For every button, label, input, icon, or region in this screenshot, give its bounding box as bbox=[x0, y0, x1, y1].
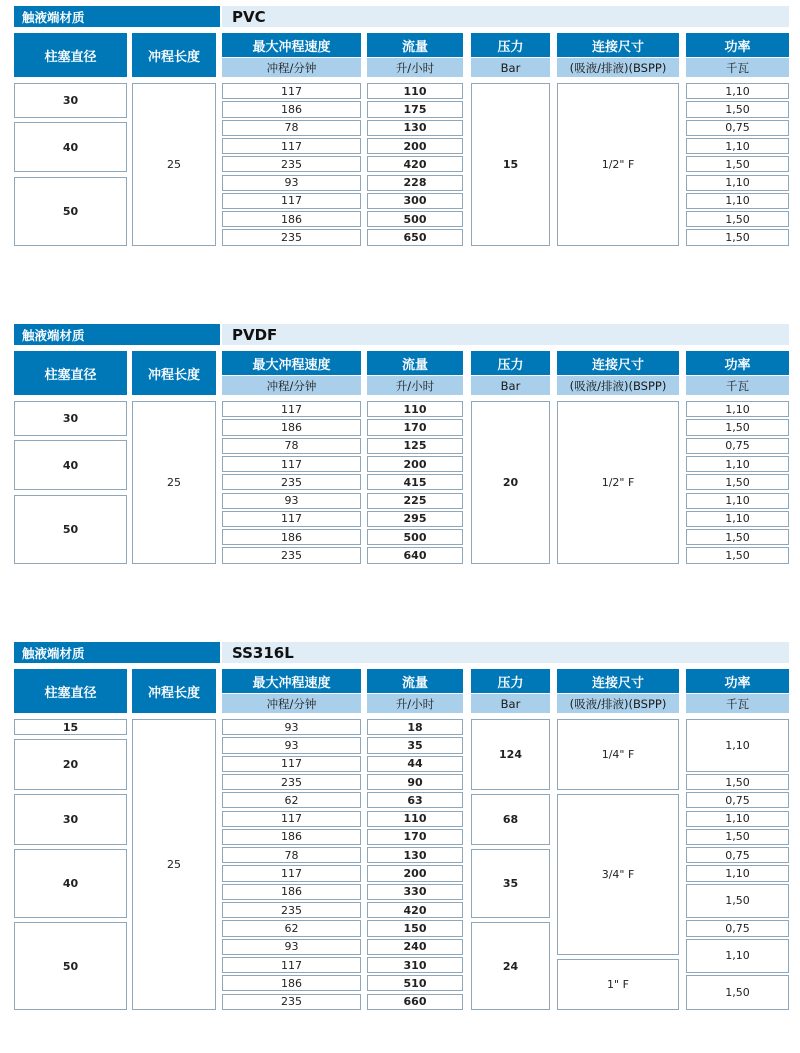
material-label: 触液端材质 bbox=[14, 324, 220, 345]
connection-cell: 1/4" F bbox=[557, 719, 679, 790]
flow-cell: 228 bbox=[367, 175, 463, 191]
plunger-diameter-cell: 30 bbox=[14, 83, 127, 118]
power-cell: 1,10 bbox=[686, 811, 789, 827]
header-power: 功率 bbox=[686, 33, 789, 57]
power-cell: 0,75 bbox=[686, 438, 789, 454]
header-connection-unit: (吸液/排液)(BSPP) bbox=[557, 694, 679, 713]
header-power-unit: 千瓦 bbox=[686, 376, 789, 395]
material-name: SS316L bbox=[222, 642, 789, 663]
power-cell: 1,10 bbox=[686, 138, 789, 154]
header-connection-unit: (吸液/排液)(BSPP) bbox=[557, 58, 679, 77]
flow-cell: 420 bbox=[367, 902, 463, 918]
power-cell: 1,10 bbox=[686, 511, 789, 527]
speed-cell: 117 bbox=[222, 511, 361, 527]
header-plunger-diameter: 柱塞直径 bbox=[14, 33, 127, 77]
flow-cell: 150 bbox=[367, 920, 463, 936]
speed-cell: 117 bbox=[222, 865, 361, 881]
speed-cell: 117 bbox=[222, 83, 361, 99]
flow-cell: 175 bbox=[367, 101, 463, 117]
plunger-diameter-cell: 40 bbox=[14, 849, 127, 918]
header-pressure: 压力 bbox=[471, 33, 550, 57]
header-pressure: 压力 bbox=[471, 669, 550, 693]
flow-cell: 225 bbox=[367, 493, 463, 509]
flow-cell: 500 bbox=[367, 211, 463, 227]
flow-cell: 110 bbox=[367, 401, 463, 417]
speed-cell: 62 bbox=[222, 792, 361, 808]
flow-cell: 640 bbox=[367, 547, 463, 563]
speed-cell: 117 bbox=[222, 193, 361, 209]
header-flow: 流量 bbox=[367, 669, 463, 693]
plunger-diameter-cell: 20 bbox=[14, 739, 127, 790]
speed-cell: 117 bbox=[222, 957, 361, 973]
speed-cell: 93 bbox=[222, 939, 361, 955]
connection-cell: 1/2" F bbox=[557, 401, 679, 564]
power-cell: 1,10 bbox=[686, 83, 789, 99]
header-max-speed: 最大冲程速度 bbox=[222, 33, 361, 57]
header-plunger-diameter: 柱塞直径 bbox=[14, 669, 127, 713]
power-cell: 1,50 bbox=[686, 774, 789, 790]
header-max-speed-unit: 冲程/分钟 bbox=[222, 58, 361, 77]
flow-cell: 130 bbox=[367, 847, 463, 863]
power-cell: 1,10 bbox=[686, 493, 789, 509]
flow-cell: 295 bbox=[367, 511, 463, 527]
header-flow: 流量 bbox=[367, 33, 463, 57]
speed-cell: 93 bbox=[222, 719, 361, 735]
plunger-diameter-cell: 50 bbox=[14, 922, 127, 1010]
power-cell: 1,50 bbox=[686, 547, 789, 563]
speed-cell: 78 bbox=[222, 120, 361, 136]
speed-cell: 78 bbox=[222, 438, 361, 454]
plunger-diameter-cell: 50 bbox=[14, 177, 127, 246]
header-connection: 连接尺寸 bbox=[557, 33, 679, 57]
pressure-cell: 24 bbox=[471, 922, 550, 1010]
flow-cell: 660 bbox=[367, 994, 463, 1010]
plunger-diameter-cell: 40 bbox=[14, 122, 127, 173]
pressure-cell: 20 bbox=[471, 401, 550, 564]
flow-cell: 170 bbox=[367, 419, 463, 435]
power-cell: 1,10 bbox=[686, 401, 789, 417]
flow-cell: 310 bbox=[367, 957, 463, 973]
material-name: PVDF bbox=[222, 324, 789, 345]
power-cell: 1,10 bbox=[686, 456, 789, 472]
flow-cell: 420 bbox=[367, 156, 463, 172]
connection-cell: 1" F bbox=[557, 959, 679, 1010]
header-pressure-unit: Bar bbox=[471, 376, 550, 395]
power-cell: 1,10 bbox=[686, 175, 789, 191]
header-pressure-unit: Bar bbox=[471, 694, 550, 713]
header-stroke-length: 冲程长度 bbox=[132, 33, 216, 77]
power-cell: 1,50 bbox=[686, 419, 789, 435]
speed-cell: 235 bbox=[222, 156, 361, 172]
flow-cell: 90 bbox=[367, 774, 463, 790]
header-flow-unit: 升/小时 bbox=[367, 376, 463, 395]
stroke-length-cell: 25 bbox=[132, 401, 216, 564]
material-label: 触液端材质 bbox=[14, 642, 220, 663]
power-cell: 1,10 bbox=[686, 193, 789, 209]
power-cell: 1,10 bbox=[686, 719, 789, 772]
flow-cell: 240 bbox=[367, 939, 463, 955]
plunger-diameter-cell: 15 bbox=[14, 719, 127, 735]
flow-cell: 35 bbox=[367, 737, 463, 753]
power-cell: 1,50 bbox=[686, 156, 789, 172]
speed-cell: 186 bbox=[222, 829, 361, 845]
flow-cell: 200 bbox=[367, 456, 463, 472]
speed-cell: 186 bbox=[222, 975, 361, 991]
speed-cell: 93 bbox=[222, 493, 361, 509]
speed-cell: 117 bbox=[222, 756, 361, 772]
flow-cell: 63 bbox=[367, 792, 463, 808]
speed-cell: 117 bbox=[222, 811, 361, 827]
speed-cell: 117 bbox=[222, 401, 361, 417]
plunger-diameter-cell: 30 bbox=[14, 401, 127, 436]
header-pressure: 压力 bbox=[471, 351, 550, 375]
speed-cell: 186 bbox=[222, 884, 361, 900]
power-cell: 1,50 bbox=[686, 529, 789, 545]
stroke-length-cell: 25 bbox=[132, 719, 216, 1010]
flow-cell: 650 bbox=[367, 229, 463, 245]
speed-cell: 235 bbox=[222, 229, 361, 245]
flow-cell: 170 bbox=[367, 829, 463, 845]
header-pressure-unit: Bar bbox=[471, 58, 550, 77]
speed-cell: 235 bbox=[222, 902, 361, 918]
plunger-diameter-cell: 50 bbox=[14, 495, 127, 564]
flow-cell: 415 bbox=[367, 474, 463, 490]
speed-cell: 78 bbox=[222, 847, 361, 863]
power-cell: 0,75 bbox=[686, 792, 789, 808]
header-flow: 流量 bbox=[367, 351, 463, 375]
flow-cell: 200 bbox=[367, 865, 463, 881]
speed-cell: 235 bbox=[222, 474, 361, 490]
flow-cell: 18 bbox=[367, 719, 463, 735]
material-name: PVC bbox=[222, 6, 789, 27]
header-max-speed-unit: 冲程/分钟 bbox=[222, 694, 361, 713]
pressure-cell: 15 bbox=[471, 83, 550, 246]
header-connection: 连接尺寸 bbox=[557, 351, 679, 375]
header-plunger-diameter: 柱塞直径 bbox=[14, 351, 127, 395]
flow-cell: 510 bbox=[367, 975, 463, 991]
power-cell: 1,50 bbox=[686, 229, 789, 245]
header-max-speed: 最大冲程速度 bbox=[222, 351, 361, 375]
power-cell: 1,50 bbox=[686, 829, 789, 845]
header-stroke-length: 冲程长度 bbox=[132, 669, 216, 713]
power-cell: 0,75 bbox=[686, 920, 789, 936]
stroke-length-cell: 25 bbox=[132, 83, 216, 246]
power-cell: 1,10 bbox=[686, 865, 789, 881]
header-power: 功率 bbox=[686, 669, 789, 693]
spec-table-pvc bbox=[14, 6, 789, 261]
header-power: 功率 bbox=[686, 351, 789, 375]
header-power-unit: 千瓦 bbox=[686, 58, 789, 77]
flow-cell: 330 bbox=[367, 884, 463, 900]
power-cell: 1,50 bbox=[686, 211, 789, 227]
spec-table-ss316l bbox=[14, 642, 789, 1027]
flow-cell: 300 bbox=[367, 193, 463, 209]
header-stroke-length: 冲程长度 bbox=[132, 351, 216, 395]
header-connection-unit: (吸液/排液)(BSPP) bbox=[557, 376, 679, 395]
flow-cell: 44 bbox=[367, 756, 463, 772]
flow-cell: 200 bbox=[367, 138, 463, 154]
power-cell: 1,50 bbox=[686, 884, 789, 919]
pressure-cell: 35 bbox=[471, 849, 550, 918]
connection-cell: 1/2" F bbox=[557, 83, 679, 246]
speed-cell: 117 bbox=[222, 138, 361, 154]
speed-cell: 186 bbox=[222, 211, 361, 227]
header-flow-unit: 升/小时 bbox=[367, 58, 463, 77]
speed-cell: 62 bbox=[222, 920, 361, 936]
flow-cell: 110 bbox=[367, 83, 463, 99]
power-cell: 1,50 bbox=[686, 975, 789, 1010]
speed-cell: 93 bbox=[222, 737, 361, 753]
header-connection: 连接尺寸 bbox=[557, 669, 679, 693]
power-cell: 1,50 bbox=[686, 101, 789, 117]
speed-cell: 186 bbox=[222, 419, 361, 435]
speed-cell: 117 bbox=[222, 456, 361, 472]
speed-cell: 235 bbox=[222, 774, 361, 790]
plunger-diameter-cell: 40 bbox=[14, 440, 127, 491]
speed-cell: 186 bbox=[222, 101, 361, 117]
power-cell: 1,50 bbox=[686, 474, 789, 490]
speed-cell: 186 bbox=[222, 529, 361, 545]
speed-cell: 235 bbox=[222, 547, 361, 563]
power-cell: 0,75 bbox=[686, 847, 789, 863]
speed-cell: 235 bbox=[222, 994, 361, 1010]
flow-cell: 125 bbox=[367, 438, 463, 454]
power-cell: 0,75 bbox=[686, 120, 789, 136]
power-cell: 1,10 bbox=[686, 939, 789, 974]
flow-cell: 130 bbox=[367, 120, 463, 136]
connection-cell: 3/4" F bbox=[557, 794, 679, 955]
header-max-speed: 最大冲程速度 bbox=[222, 669, 361, 693]
header-flow-unit: 升/小时 bbox=[367, 694, 463, 713]
flow-cell: 110 bbox=[367, 811, 463, 827]
flow-cell: 500 bbox=[367, 529, 463, 545]
header-max-speed-unit: 冲程/分钟 bbox=[222, 376, 361, 395]
pressure-cell: 124 bbox=[471, 719, 550, 790]
spec-table-pvdf bbox=[14, 324, 789, 579]
speed-cell: 93 bbox=[222, 175, 361, 191]
header-power-unit: 千瓦 bbox=[686, 694, 789, 713]
plunger-diameter-cell: 30 bbox=[14, 794, 127, 845]
pressure-cell: 68 bbox=[471, 794, 550, 845]
material-label: 触液端材质 bbox=[14, 6, 220, 27]
